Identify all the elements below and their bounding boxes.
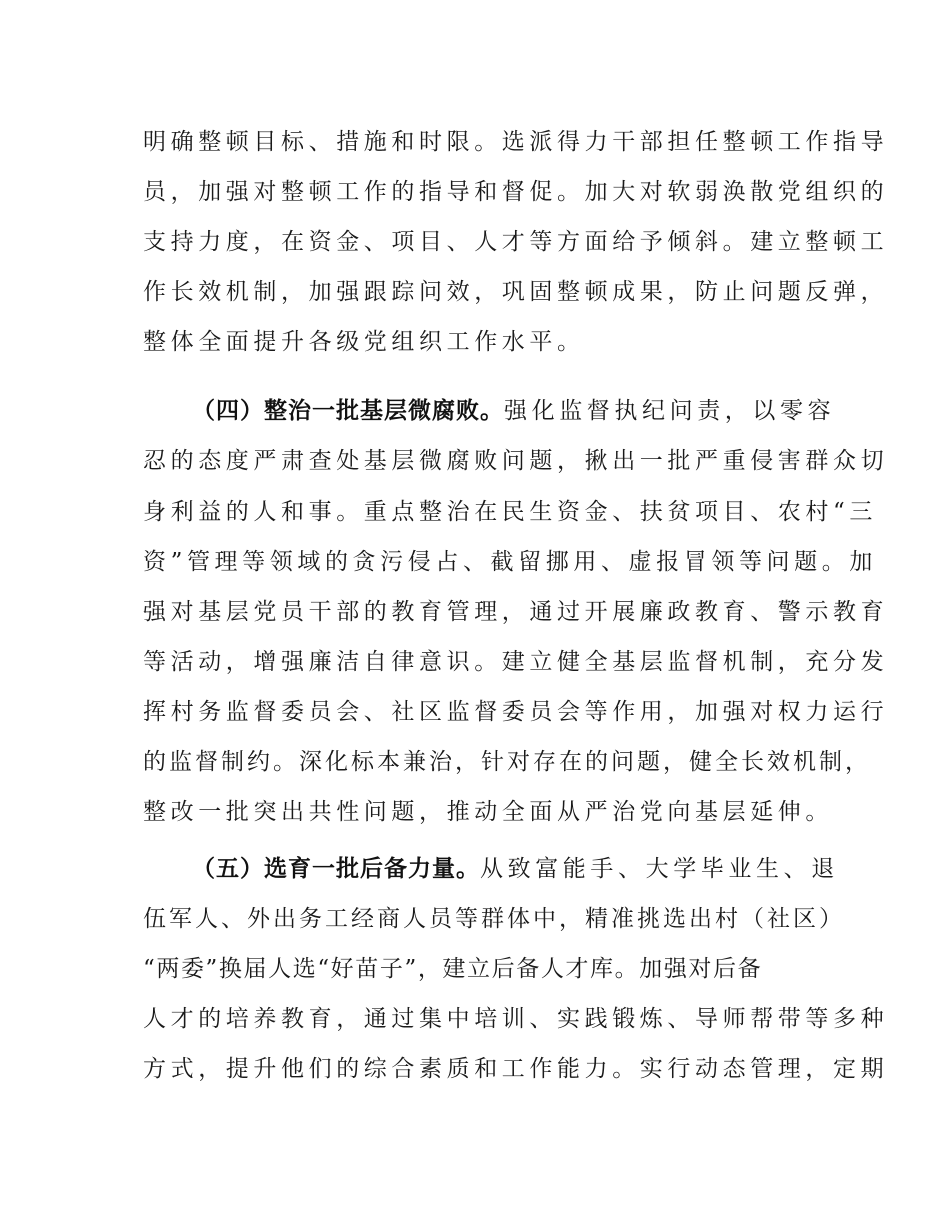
paragraph-line: 身利益的人和事。重点整治在民生资金、扶贫项目、农村“三	[143, 499, 877, 525]
section-4-first-line-text: 强化监督执纪问责，以零容	[504, 398, 836, 424]
paragraph-line: 作长效机制，加强跟踪问效，巩固整顿成果，防止问题反弹，	[143, 279, 889, 305]
paragraph-line: 支持力度，在资金、项目、人才等方面给予倾斜。建立整顿工	[143, 229, 889, 255]
paragraph-line: 人才的培养教育，通过集中培训、实践锻炼、导师帮带等多种	[143, 1006, 889, 1032]
paragraph-line: “两委”换届人选“好苗子”，建立后备人才库。加强对后备	[143, 956, 763, 982]
section-5-first-line-text: 从致富能手、大学毕业生、退	[480, 856, 839, 882]
paragraph-line: 明确整顿目标、措施和时限。选派得力干部担任整顿工作指导	[143, 129, 889, 155]
paragraph-line: 的监督制约。深化标本兼治，针对存在的问题，健全长效机制，	[143, 749, 871, 775]
paragraph-line: 员，加强对整顿工作的指导和督促。加大对软弱涣散党组织的	[143, 179, 889, 205]
section-4-first-line	[192, 395, 836, 427]
paragraph-line: 资”管理等领域的贪污侵占、截留挪用、虚报冒领等问题。加	[143, 549, 877, 575]
paragraph-line: 伍军人、外出务工经商人员等群体中，精准挑选出村（社区）	[143, 906, 845, 932]
section-5-first-line	[192, 853, 839, 885]
paragraph-line: 整体全面提升各级党组织工作水平。	[143, 329, 585, 355]
paragraph-line: 挥村务监督委员会、社区监督委员会等作用，加强对权力运行	[143, 699, 889, 725]
paragraph-line: 整改一批突出共性问题，推动全面从严治党向基层延伸。	[143, 799, 833, 825]
section-5-heading: （五）选育一批后备力量。	[192, 856, 480, 882]
paragraph-line: 方式，提升他们的综合素质和工作能力。实行动态管理，定期	[143, 1056, 889, 1082]
paragraph-line: 等活动，增强廉洁自律意识。建立健全基层监督机制，充分发	[143, 649, 889, 675]
paragraph-line: 强对基层党员干部的教育管理，通过开展廉政教育、警示教育	[143, 599, 889, 625]
section-4-heading: （四）整治一批基层微腐败。	[192, 398, 504, 424]
paragraph-line: 忍的态度严肃查处基层微腐败问题，揪出一批严重侵害群众切	[143, 448, 889, 474]
